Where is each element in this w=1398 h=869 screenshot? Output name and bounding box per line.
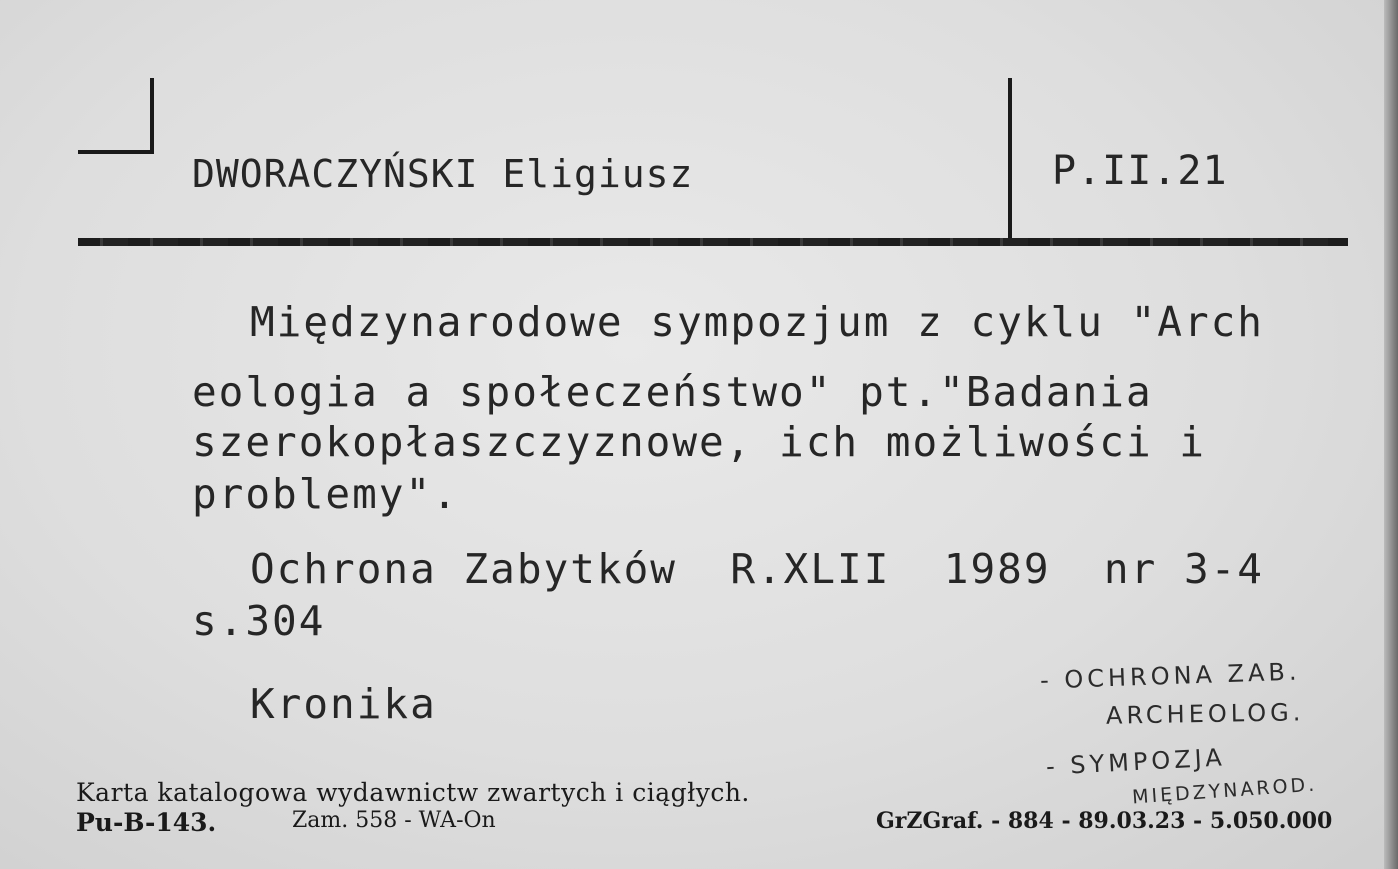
order-number: Zam. 558 - WA-On (292, 808, 496, 833)
card-caption: Karta katalogowa wydawnictw zwartych i ciągłych. (76, 778, 750, 807)
page-line: s.304 (192, 597, 326, 645)
header-rule (78, 238, 1348, 246)
handwritten-note-1: - OCHRONA ZAB. (1039, 657, 1301, 695)
handwritten-note-2: ARCHEOLOG. (1105, 698, 1305, 730)
shelf-mark-separator (1008, 78, 1012, 238)
shelf-mark: P.II.21 (1052, 148, 1228, 194)
corner-mark-horizontal (78, 150, 154, 154)
section-line: Kronika (250, 680, 437, 728)
handwritten-note-3: - SYMPOZJA (1045, 743, 1227, 781)
form-number: Pu-B-143. (76, 808, 217, 837)
author-name: DWORACZYŃSKI Eligiusz (192, 152, 694, 196)
printer-info: GrZGraf. - 884 - 89.03.23 - 5.050.000 (876, 808, 1333, 834)
source-line: Ochrona Zabytków R.XLII 1989 nr 3-4 (250, 545, 1264, 593)
title-line-4: problemy". (192, 470, 459, 518)
corner-mark-vertical (150, 78, 154, 154)
title-line-1: Międzynarodowe sympozjum z cyklu "Arch (250, 298, 1264, 346)
title-line-2: eologia a społeczeństwo" pt."Badania (192, 368, 1153, 416)
title-line-3: szerokopłaszczyznowe, ich możliwości i (192, 418, 1206, 466)
handwritten-note-4: MIĘDZYNAROD. (1131, 773, 1318, 809)
